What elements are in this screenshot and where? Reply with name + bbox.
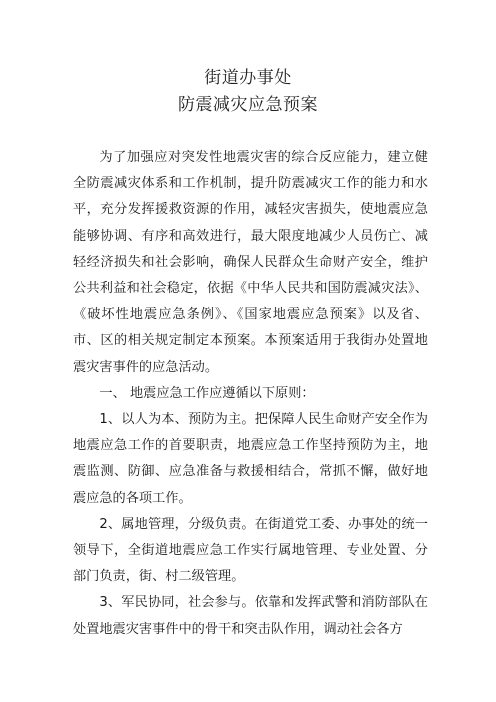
section-heading-principles: 一、 地震应急工作应遵循以下原则： <box>99 385 315 401</box>
document-title-line-2: 防震减灾应急预案 <box>178 95 318 115</box>
document-title-line-1: 街道办事处 <box>204 68 292 88</box>
principle-paragraph-2: 2、属地管理，分级负责。在街道党工委、办事处的统一领导下，全街道地震应急工作实行属地管理、专业处置、分部门负责，街、村二级管理。 <box>73 516 428 585</box>
intro-paragraph: 为了加强应对突发性地震灾害的综合反应能力，建立健全防震减灾体系和工作机制，提升防震减灾工作的能力和水平，充分发挥援救资源的作用，减轻灾害损失，使地震应急能够协调、有序和高效进行，最大限度地减少人员伤亡、减轻经济损失和社会影响，确保人民群众生命财产安全，维护公共利益和社会稳定，依据《中华人民共和国防震减灾法》、《破坏性地震应急条例》、《国家地震应急预案》以及省、市、区的相关规定制定本预案。本预案适用于我街办处置地震灾害事件的应急活动。 <box>73 150 428 375</box>
document-body <box>73 145 428 643</box>
principle-paragraph-3: 3、军民协同，社会参与。依靠和发挥武警和消防部队在处置地震灾害事件中的骨干和突击队作用，调动社会各方 <box>73 595 428 637</box>
principle-paragraph-1: 1、以人为本、预防为主。把保障人民生命财产安全作为地震应急工作的首要职责，地震应急工作坚持预防为主，地震监测、防御、应急准备与救援相结合，常抓不懈，做好地震应急的各项工作。 <box>73 412 428 506</box>
